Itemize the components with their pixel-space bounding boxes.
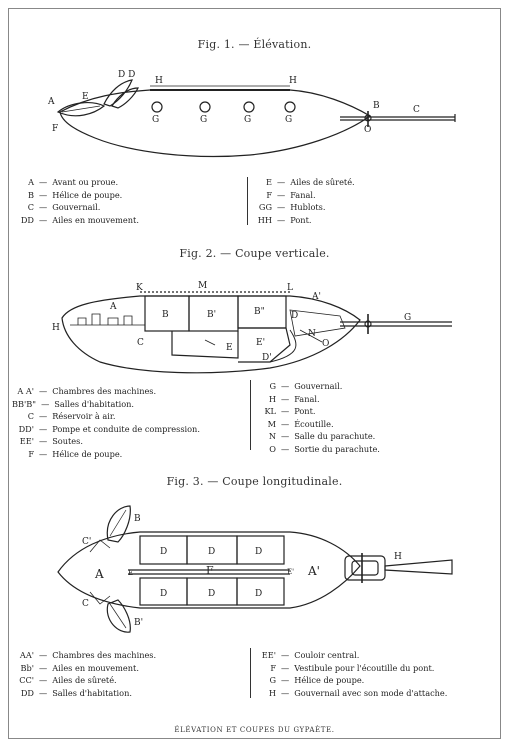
legend-row: C — Gouvernail. [27, 202, 101, 213]
fig1-label-e: E [82, 92, 89, 102]
fig3-label-f: F [206, 564, 214, 577]
fig3-legend-left [12, 649, 156, 699]
fig3-label-e2: E' [287, 568, 295, 576]
fig2-label-b3: B" [254, 307, 265, 317]
fig2-label-d: D [291, 311, 299, 321]
fig3-label-d1: D [160, 547, 168, 557]
fig1-label-f: F [52, 124, 59, 134]
fig2-label-b2: B' [207, 310, 217, 320]
legend-row: E — Ailes de sûreté. [266, 177, 355, 187]
fig1-label-c: C [413, 105, 420, 115]
legend-row: DD — Ailes en mouvement. [20, 214, 139, 225]
legend-row: F — Hélice de poupe. [28, 448, 123, 459]
fig3-label-c2: C' [82, 537, 92, 547]
fig2-label-e2: E' [256, 338, 266, 348]
legend-row: DD — Salles d'habitation. [20, 687, 132, 698]
fig2-legend-left [12, 385, 200, 461]
fig1-legend-divider [247, 177, 248, 225]
fig2-label-g: G [404, 313, 412, 323]
fig1-label-g2: G [200, 115, 208, 125]
legend-row: M — Écoutille. [267, 418, 334, 429]
fig1-label-h2: H [289, 76, 297, 86]
fig1-label-g3: G [244, 115, 252, 125]
legend-row: N — Salle du parachute. [268, 431, 376, 442]
legend-row: B — Hélice de poupe. [27, 189, 123, 200]
fig1-legend-left [12, 176, 139, 226]
fig2-label-n: N [308, 329, 316, 339]
fig1-label-a: A [48, 97, 55, 107]
fig2-label-c: C [137, 338, 144, 348]
page-caption: ÉLÉVATION ET COUPES DU GYPAÈTE. [174, 726, 335, 734]
fig1-label-h1: H [155, 76, 163, 86]
legend-row: Bb' — Ailes en mouvement. [20, 662, 139, 673]
fig3-label-d6: D [255, 589, 263, 599]
fig3-label-a: A [95, 567, 104, 581]
fig3-title: Fig. 3. — Coupe longitudinale. [166, 475, 343, 488]
legend-row: H — Fanal. [268, 393, 320, 404]
fig2-label-l: L [287, 283, 293, 293]
fig1-label-b: B [373, 101, 380, 111]
fig2-label-a: A [110, 302, 117, 312]
fig2-label-k: K [136, 283, 143, 293]
legend-row: AA' — Chambres des machines. [19, 650, 157, 660]
fig2-label-o: O [322, 339, 330, 349]
fig2-label-h: H [52, 323, 60, 333]
legend-row: O — Sortie du parachute. [269, 443, 380, 454]
fig3-label-d2: D [208, 547, 216, 557]
fig3-label-b: B [134, 514, 141, 524]
fig3-legend-right [254, 649, 447, 699]
legend-row: GG — Hublots. [258, 202, 326, 213]
legend-row: EE' — Soutes. [19, 436, 83, 447]
fig3-label-d3: D [255, 547, 263, 557]
legend-row: A A' — Chambres des machines. [17, 386, 157, 396]
legend-row: A — Avant ou proue. [28, 177, 119, 187]
fig3-label-b2: B' [134, 618, 144, 628]
fig3-label-d4: D [160, 589, 168, 599]
fig3-label-a2: A' [308, 564, 320, 578]
fig3-label-h: H [394, 552, 402, 562]
legend-row: EE' — Couloir central. [261, 650, 360, 660]
fig3-label-c: C [82, 599, 89, 609]
fig2-section-drawing [62, 292, 452, 373]
legend-row: DD' — Pompe et conduite de compression. [18, 423, 200, 434]
legend-row: BB'B" — Salles d'habitation. [12, 398, 135, 409]
fig2-label-a2: A' [312, 292, 321, 302]
legend-row: G — Hélice de poupe. [269, 675, 365, 686]
fig3-label-e: E [128, 569, 134, 577]
legend-row: H — Gouvernail avec son mode d'attache. [268, 687, 448, 698]
legend-row: KL — Pont. [264, 406, 316, 417]
legend-row: F — Vestibule pour l'écoutille du pont. [270, 662, 435, 673]
fig1-elevation-drawing [58, 80, 455, 156]
legend-row: C — Réservoir à air. [27, 411, 116, 422]
fig1-label-g4: G [285, 115, 293, 125]
legend-row: G — Gouvernail. [269, 381, 343, 391]
fig1-legend-right [250, 176, 355, 226]
fig1-label-dd: D D [118, 70, 136, 80]
fig1-label-g1: G [152, 115, 160, 125]
legend-row: F — Fanal. [266, 189, 316, 200]
fig3-longitudinal-drawing [58, 506, 452, 632]
fig2-label-d2: D' [262, 353, 272, 363]
legend-row: CC' — Ailes de sûreté. [19, 675, 117, 686]
fig2-legend-right [254, 380, 380, 456]
legend-row: HH — Pont. [257, 214, 312, 225]
fig1-label-o: O [364, 125, 372, 135]
fig2-label-m: M [198, 281, 208, 291]
fig1-title: Fig. 1. — Élévation. [197, 38, 312, 51]
fig3-legend-divider [250, 648, 251, 698]
fig3-label-d5: D [208, 589, 216, 599]
fig2-label-b: B [162, 310, 169, 320]
fig2-legend-divider [250, 380, 251, 450]
fig2-label-e: E [226, 343, 233, 353]
fig2-title: Fig. 2. — Coupe verticale. [179, 247, 330, 260]
